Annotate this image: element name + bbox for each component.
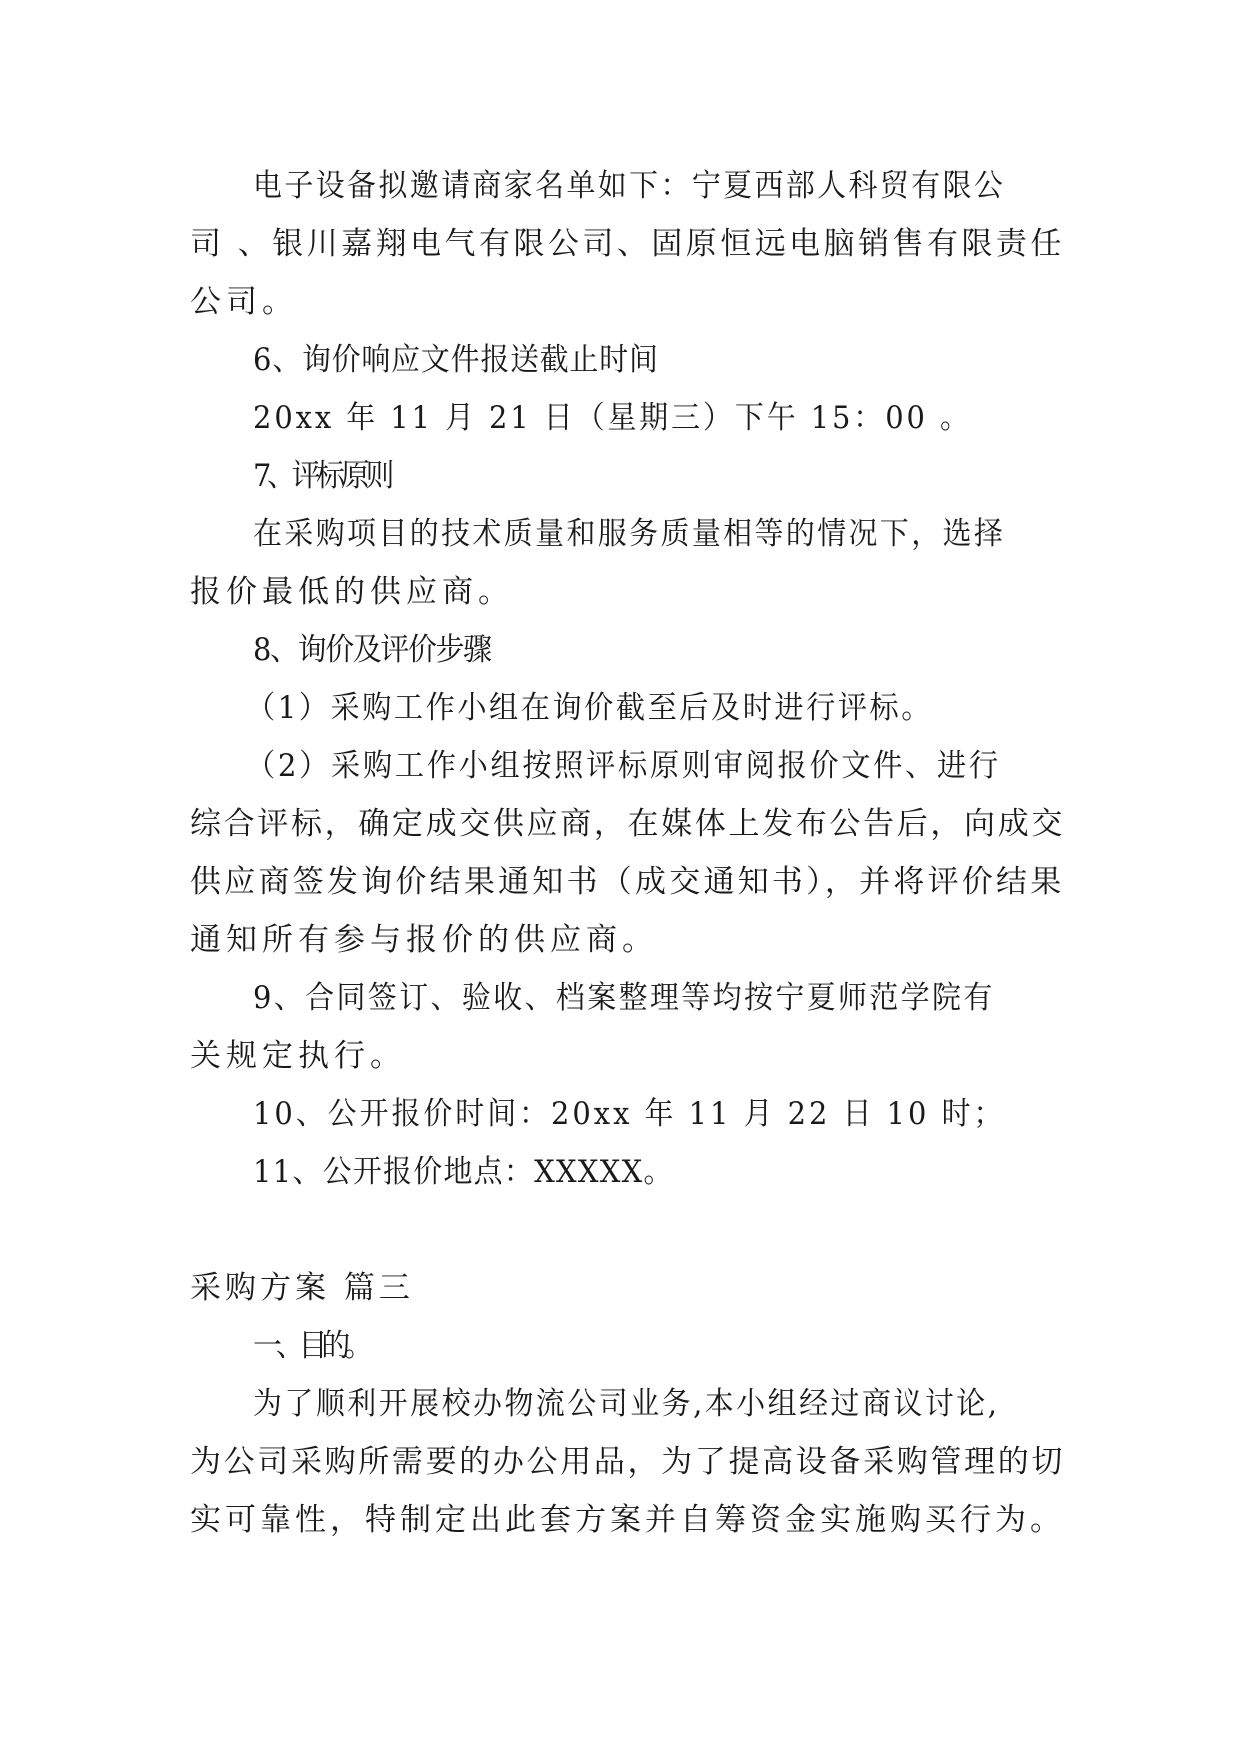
paragraph-line: 为公司采购所需要的办公用品，为了提高设备采购管理的切 (190, 1444, 1065, 1480)
paragraph-line: 关规定执行。 (190, 1038, 406, 1074)
section-title: 采购方案 篇三 (190, 1270, 414, 1306)
section-heading: 6、询价响应文件报送截止时间 (253, 342, 659, 378)
paragraph-line: 为了顺利开展校办物流公司业务,本小组经过商议讨论, (253, 1386, 1000, 1422)
paragraph-line: 11、公开报价地点：XXXXX。 (253, 1154, 674, 1190)
section-heading: 7、评标原则 (253, 458, 390, 494)
paragraph-line: 公司。 (190, 284, 298, 320)
paragraph-line: （2）采购工作小组按照评标原则审阅报价文件、进行 (246, 748, 1001, 784)
paragraph-line: 供应商签发询价结果通知书（成交通知书），并将评价结果 (190, 864, 1065, 900)
paragraph-line: 通知所有参与报价的供应商。 (190, 922, 658, 958)
section-heading: 一、目的。 (253, 1328, 367, 1364)
paragraph-line: 20xx 年 11 月 21 日（星期三）下午 15：00 。 (253, 400, 972, 436)
paragraph-line: 综合评标，确定成交供应商，在媒体上发布公告后，向成交 (190, 806, 1065, 842)
paragraph-line: （1）采购工作小组在询价截至后及时进行评标。 (246, 690, 933, 726)
paragraph-line: 司 、银川嘉翔电气有限公司、固原恒远电脑销售有限责任 (190, 226, 1065, 262)
section-heading: 8、询价及评价步骤 (253, 632, 491, 668)
paragraph-line: 电子设备拟邀请商家名单如下：宁夏西部人科贸有限公 (253, 168, 1006, 204)
paragraph-line: 10、公开报价时间：20xx 年 11 月 22 日 10 时； (253, 1096, 1006, 1132)
paragraph-line: 实可靠性，特制定出此套方案并自筹资金实施购买行为。 (190, 1502, 1065, 1538)
paragraph-line: 9、合同签订、验收、档案整理等均按宁夏师范学院有 (253, 980, 995, 1016)
paragraph-line: 报价最低的供应商。 (190, 574, 514, 610)
paragraph-line: 在采购项目的技术质量和服务质量相等的情况下，选择 (253, 516, 1006, 552)
